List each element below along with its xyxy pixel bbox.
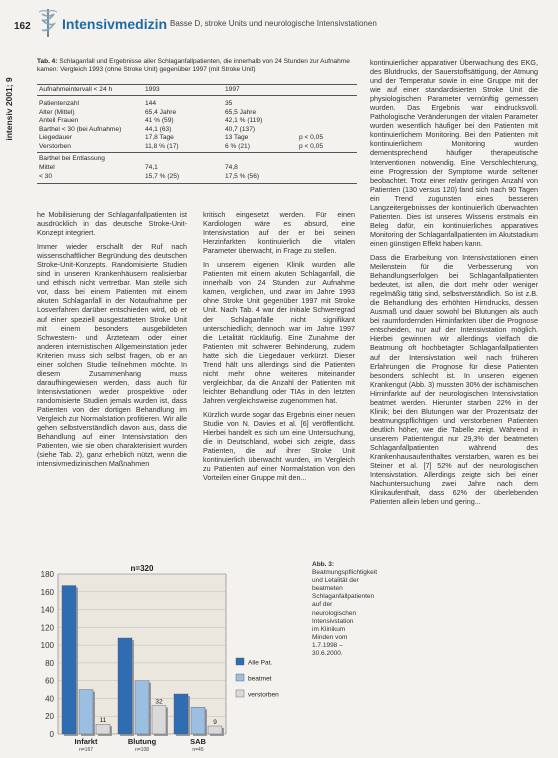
y-tick-label: 80 bbox=[45, 658, 54, 668]
table-row bbox=[37, 109, 357, 117]
table-cell: 11,8 % (17) bbox=[145, 142, 179, 150]
table-caption bbox=[37, 58, 367, 74]
paragraph: he Mobilisierung der Schlaganfallpatienten ist ausdrücklich in das deutsche Stroke-Unit-Konzept integriert. bbox=[37, 210, 187, 238]
table-cell: Liegedauer bbox=[39, 134, 72, 141]
table-cell: 144 bbox=[145, 100, 157, 107]
text-column-left bbox=[37, 210, 187, 473]
y-tick-label: 140 bbox=[40, 605, 54, 615]
bar bbox=[135, 681, 149, 734]
table-cell: 41 % (59) bbox=[145, 117, 174, 124]
figure-caption bbox=[312, 561, 378, 658]
caduceus-logo-icon bbox=[37, 8, 59, 38]
table-cell: 13 Tage bbox=[225, 134, 249, 141]
y-tick-label: 0 bbox=[49, 730, 54, 739]
table-row bbox=[37, 117, 357, 125]
table-cell: 74,8 bbox=[225, 164, 238, 171]
x-tick-label: Blutung bbox=[127, 737, 157, 746]
bar bbox=[62, 586, 76, 734]
bar-chart bbox=[20, 560, 308, 758]
y-tick-label: 160 bbox=[40, 587, 54, 597]
table-cell: 17,8 Tage bbox=[145, 134, 174, 141]
table-cell: 65,5 Jahre bbox=[225, 108, 257, 116]
table-row bbox=[37, 100, 357, 108]
figure-caption-label: Abb. 3: bbox=[312, 561, 335, 568]
table-header-cell: Aufnahmeintervall < 24 h bbox=[39, 86, 113, 93]
table-row bbox=[37, 155, 357, 163]
table-rule bbox=[37, 84, 357, 85]
table-cell: Barthel < 30 (bei Aufnahme) bbox=[39, 125, 122, 133]
side-label bbox=[3, 56, 15, 166]
data-label: 9 bbox=[213, 719, 217, 726]
legend-label: Alle Pat. bbox=[248, 659, 273, 667]
bar bbox=[118, 638, 132, 734]
article-subtitle: Basse D, stroke Units und neurologische Intensivstationen bbox=[170, 19, 377, 28]
table-rule bbox=[37, 95, 357, 96]
bar bbox=[208, 726, 222, 734]
data-label: 32 bbox=[155, 698, 163, 706]
bar bbox=[96, 724, 110, 734]
chart-title: n=320 bbox=[130, 564, 154, 573]
table-header-cell: 1993 bbox=[145, 86, 160, 93]
y-tick-label: 20 bbox=[45, 712, 54, 722]
table-cell: 15,7 % (25) bbox=[145, 173, 180, 180]
y-tick-label: 180 bbox=[40, 570, 54, 579]
text-column-right bbox=[370, 58, 538, 511]
bar bbox=[174, 694, 188, 734]
table-cell: Patientenzahl bbox=[39, 100, 79, 107]
table-cell: Anteil Frauen bbox=[39, 117, 79, 124]
journal-title: Intensivmedizin bbox=[62, 16, 168, 32]
table-cell: 6 % (21) bbox=[225, 142, 250, 150]
page-header bbox=[0, 0, 558, 46]
y-tick-label: 120 bbox=[40, 623, 54, 633]
bar bbox=[152, 706, 166, 734]
table-cell: Alter (Mittel) bbox=[39, 108, 75, 116]
table-cell: 35 bbox=[225, 100, 233, 107]
table-header-cell: 1997 bbox=[225, 86, 240, 93]
table-cell: Mittel bbox=[39, 164, 55, 171]
table-header-row bbox=[37, 86, 357, 94]
paragraph: kritisch eingesetzt werden. Für einen Kardiologen wäre es absurd, eine Intensivstation auf der er bei seinen Herzinfarkten kontinuierlich die vitalen Parameter überwacht, in Frage zu stellen. bbox=[203, 210, 355, 256]
table-cell: Barthel bei Entlassung bbox=[39, 155, 105, 162]
table-cell: 65,4 Jahre bbox=[145, 108, 177, 116]
table-cell: 44,1 (63) bbox=[145, 125, 172, 133]
table-cell: Verstorben bbox=[39, 142, 71, 150]
page-number: 162 bbox=[14, 21, 31, 32]
paragraph: Dass die Erarbeitung von Intensivstationen einen Meilenstein für die Verbesserung von Behandlungserfolgen bei Schlaganfallpatienten bedeutet, ist allen, die dort mehr oder weniger regelmäßig tätig sind, selbstverständlich. So ist z.B. die Behandlung des erhöhten Hirndrucks, dessen Ausmaß und dauer sowohl bei Blutungen als auch bei raumfordernden Hirninfarkten über die Prognose entscheiden, nur auf der Intensivstation möglich. Hierbei gewinnen wir allerdings vielfach die Beatmung oft hochbetagter Schlaganfallpatienten auf der Intensivstation weil nach früheren Erfahrungen die Prognose für diese Patienten besonders schlecht ist. In unseren eigenen Krankengut (Abb. 3) mussten 30% der ischämischen Hirninfarkte auf der neurologischen Intensivstation beatmet werden. Hierunter starben 22% in der Klinik; bei den Blutungen war der Prozentsatz der beatmungspflichtigen und verstorbenen Patienten deutlich höher, wie die Tabelle zeigt. Während in unserem Patientengut nur 29,3% der beatmeten Schlaganfallpatienten während des Krankenhausaufenthaltes verstarben, waren es bei Steiner et al. [7] 52% auf der neurologischen Intensivstation. Allerdings zeigte sich bei einer Nachuntersuchung zwei Jahre nach dem Klinikaufenthalt, dass 62% der überlebenden Patienten allein leben und gering... bbox=[370, 252, 538, 507]
table-cell: 17,5 % (56) bbox=[225, 173, 260, 180]
paragraph: kontinuierlicher apparativer Überwachung des EKG, des Blutdrucks, der Sauerstoffsättigung, der Atmung und der Temperatur sowie in eine Gruppe mit der wie auf einer standardisierten Stroke Unit die physiologischen Parameter vernünftig gemessen wurden. Das Ergebnis war eindrucksvoll. Pathologische Veränderungen der vitalen Parameter wurden wesentlich häufiger bei den Patienten mit kontinuierlichem Monitoring. Bei den Patienten mit kontinuierlichem Monitoring wurden dementsprechend häufiger therapeutische Interventionen notwendig. Eine Verschlechterung, eine Progression der Symptome wurde seltener beobachtet. Trotz einer relativ geringen Anzahl von Patienten (130 versus 120) fand sich nach 90 Tagen ein Trend zugunsten eines besseren Langzeitergebnisses der kontinuierlich überwachten Patienten. Dies ist unseres Wissens erstmals ein Beleg dafür, ein kontinuierliches apparatives Monitoring der Schlaganfallpatienten im Akutstadium einen günstigen Effekt haben kann. bbox=[370, 58, 538, 248]
x-tick-sublabel: n=45 bbox=[192, 747, 204, 753]
data-label: 11 bbox=[99, 717, 107, 725]
text-column-middle bbox=[203, 210, 355, 487]
legend-label: beatmet bbox=[248, 675, 272, 683]
table-cell: p < 0,05 bbox=[299, 142, 324, 150]
bar bbox=[79, 690, 93, 734]
x-tick-label: SAB bbox=[190, 737, 206, 746]
x-tick-sublabel: n=167 bbox=[78, 747, 94, 753]
legend-label: verstorben bbox=[248, 691, 279, 699]
y-tick-label: 100 bbox=[40, 641, 54, 651]
paragraph: Immer wieder erschallt der Ruf nach wissenschaftlicher Begründung des deutschen Stroke-Unit-Konzepts. Randomisierte Studien sind in unseren Krankenhäusern realisierbar und ethisch nicht vertretbar. Man stelle sich vor, dass bei einem Patienten mit einem akuten Schlaganfall in der Notaufnahme per Losverfahren darüber entschieden wird, ob er auf einer speziell ausgestatteten Stroke Unit mit einem besonders ausgebildeten Schwestern- und Ärzteteam oder einer anderen internistischen Allgemeinstation jeder Kriterien muss sich selbst fragen, ob er an einer solchen Studie teilnehmen möchte. In diesem Zusammenhang muss daraufhingewiesen werden, dass auch für Intensivstationen weder prospektive oder randomisierte Studien jemals wurden ist, dass Patienten von der dortigen Behandlung im Vergleich zur Normalstation profitieren. Wir alle gehen selbstverständlich davon aus, dass die Behandlung auf einer Intensivstation den Patienten, wie sie oben charakterisiert wurden (siehe Tab. 2), ganz erheblich nützt, wenn die intensivmedizinischen Maßnahmen bbox=[37, 242, 187, 469]
table-cell: 40,7 (137) bbox=[225, 125, 256, 133]
table-cell: 42,1 % (119) bbox=[225, 117, 263, 124]
table-row bbox=[37, 126, 357, 134]
x-tick-sublabel: n=108 bbox=[134, 747, 150, 753]
table-row bbox=[37, 164, 357, 172]
table-cell: < 30 bbox=[39, 173, 53, 180]
y-tick-label: 60 bbox=[45, 676, 54, 686]
y-tick-label: 40 bbox=[45, 694, 54, 704]
x-tick-label: Infarkt bbox=[74, 737, 98, 746]
table-rule bbox=[37, 152, 357, 153]
bar bbox=[191, 707, 205, 734]
table-row bbox=[37, 143, 357, 151]
table-cell: 74,1 bbox=[145, 164, 158, 171]
table-cell: p < 0,05 bbox=[299, 134, 324, 141]
table-row bbox=[37, 173, 357, 181]
journal-issue-label: intensiv 2001; 9 bbox=[4, 77, 14, 141]
table-caption-text: Schlaganfall und Ergebnisse aller Schlaganfallpatienten, die innerhalb von 24 Stunden zur Aufnahme kamen: Vergleich 1993 (ohne Stroke Unit) gegenüber 1997 (mit Stroke Unit) bbox=[37, 58, 350, 73]
legend-swatch bbox=[236, 674, 244, 681]
paragraph: In unserem eigenen Klinik wurden alle Patienten mit einem akuten Schlaganfall, die innerhalb von 24 Stunden zur Aufnahme kamen, verglichen, und zwar im Jahre 1993 ohne Stroke Unit gegenüber 1997 mit Stroke Unit. Nach Tab. 4 war der initiale Schweregrad der Schlaganfälle nicht signifikant unterschiedlich; dennoch war im Jahre 1997 die Letalität rückläufig. Eine Zunahme der Patienten mit schwerer Behinderung, zudem hatte sich die Liegedauer verkürzt. Dieser Trend hält uns allerdings sind die Patienten nicht mehr ohne weiteres miteinander vergleichbar, da die Anzahl der Patienten mit leichter Behandlung oder TIAs in den letzten Jahren vergleichsweise zugenommen hat. bbox=[203, 260, 355, 405]
legend-swatch bbox=[236, 690, 244, 697]
table-row bbox=[37, 134, 357, 142]
paragraph: Kürzlich wurde sogar das Ergebnis einer neuen Studie von N. Davies et al. [6] veröffentlicht. Hierbei handelt es sich um eine Untersuchung, die in Deutschland, wobei sich zeigte, dass Patienten, die auf ihrer Stroke Unit kontinuierlich überwacht wurden, im Vergleich zu Patienten auf einer Normalstation von den Vorteilen einer Gruppe mit den... bbox=[203, 409, 355, 483]
legend-swatch bbox=[236, 658, 244, 665]
table-caption-label: Tab. 4: bbox=[37, 58, 58, 65]
figure-caption-text: Beatmungspflichtigkeit und Letalität der beatmeten Schlaganfallpatienten auf der neurologischen Intensivstation im Klinikum Minden vom 1.7.1998 – 30.6.2000. bbox=[312, 569, 378, 658]
table-rule bbox=[37, 183, 357, 184]
